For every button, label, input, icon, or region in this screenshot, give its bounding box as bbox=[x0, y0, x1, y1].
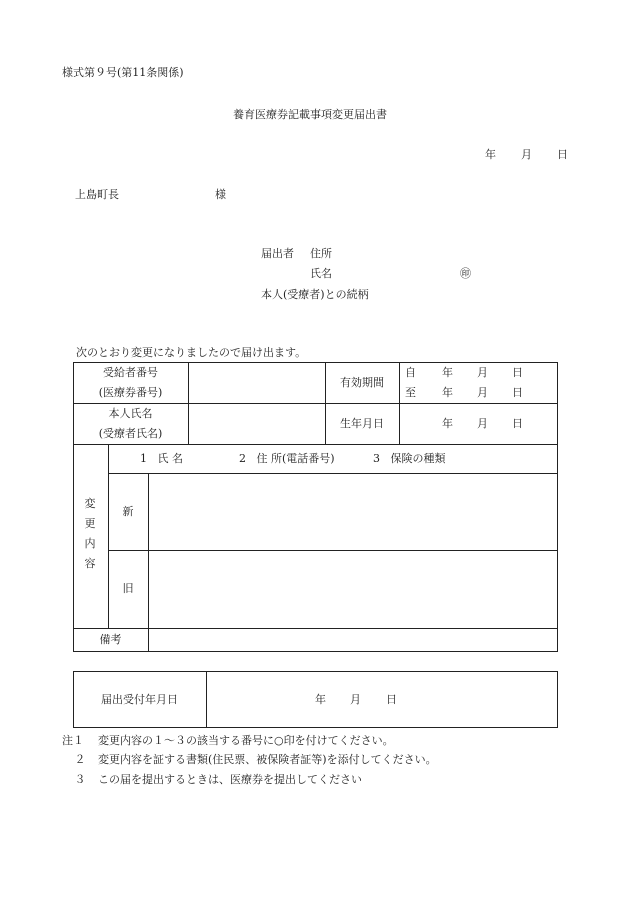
new-contents-field[interactable] bbox=[149, 474, 557, 549]
validity-to-prefix: 至 bbox=[405, 386, 416, 399]
recipient-number-label: 受給者番号 bbox=[103, 366, 158, 379]
receipt-month: 月 bbox=[350, 693, 361, 706]
validity-from-year: 年 bbox=[442, 366, 453, 379]
applicant-name-label: 氏名 bbox=[310, 267, 332, 280]
recipient-number-field[interactable] bbox=[189, 363, 324, 402]
intro-text: 次のとおり変更になりましたので届け出ます。 bbox=[76, 346, 307, 359]
applicant-address-label: 住所 bbox=[310, 247, 332, 260]
change-contents-label: 変 更 内 容 bbox=[84, 497, 96, 570]
change-option-1[interactable]: 1 氏 名 bbox=[140, 452, 183, 465]
validity-to-year: 年 bbox=[442, 386, 453, 399]
person-name-label: 本人氏名 bbox=[108, 407, 153, 420]
remarks-label: 備考 bbox=[99, 633, 122, 646]
form-id: 様式第９号(第11条関係) bbox=[62, 66, 184, 79]
validity-to-day: 日 bbox=[512, 386, 523, 399]
validity-from-month: 月 bbox=[477, 366, 488, 379]
receipt-day: 日 bbox=[386, 693, 397, 706]
person-name-field[interactable] bbox=[189, 404, 324, 443]
dob-day: 日 bbox=[512, 417, 523, 430]
validity-from-prefix: 自 bbox=[405, 366, 416, 379]
note-3: ３ この届を提出するときは、医療券を提出してください bbox=[74, 773, 362, 786]
validity-from-day: 日 bbox=[512, 366, 523, 379]
validity-label: 有効期間 bbox=[340, 376, 384, 389]
receipt-date-label: 届出受付年月日 bbox=[101, 693, 178, 706]
addressee-name: 上島町長 bbox=[75, 188, 119, 201]
validity-to-month: 月 bbox=[477, 386, 488, 399]
change-option-3[interactable]: 3 保険の種類 bbox=[373, 452, 446, 465]
dob-month: 月 bbox=[477, 417, 488, 430]
date-year: 年 bbox=[485, 148, 496, 161]
medical-ticket-number-label: (医療券番号) bbox=[98, 386, 163, 399]
old-contents-field[interactable] bbox=[149, 551, 557, 627]
addressee-honorific: 様 bbox=[215, 188, 226, 201]
patient-name-label: (受療者氏名) bbox=[98, 427, 163, 440]
dob-label: 生年月日 bbox=[340, 417, 384, 430]
old-label: 旧 bbox=[122, 582, 134, 595]
seal-mark: ㊞ bbox=[460, 267, 471, 280]
applicant-label: 届出者 bbox=[261, 247, 294, 260]
receipt-year: 年 bbox=[315, 693, 326, 706]
document-title: 養育医療券記載事項変更届出書 bbox=[233, 108, 387, 121]
change-option-2[interactable]: 2 住 所(電話番号) bbox=[239, 452, 335, 465]
new-label: 新 bbox=[122, 505, 134, 518]
date-month: 月 bbox=[521, 148, 532, 161]
applicant-relation-label: 本人(受療者)との続柄 bbox=[261, 288, 369, 301]
remarks-field[interactable] bbox=[149, 629, 557, 651]
date-day: 日 bbox=[557, 148, 568, 161]
note-2: ２ 変更内容を証する書類(住民票、被保険者証等)を添付してください。 bbox=[74, 753, 437, 766]
note-1: 注１ 変更内容の１～３の該当する番号に○印を付けてください。 bbox=[62, 734, 394, 747]
dob-year: 年 bbox=[442, 417, 453, 430]
